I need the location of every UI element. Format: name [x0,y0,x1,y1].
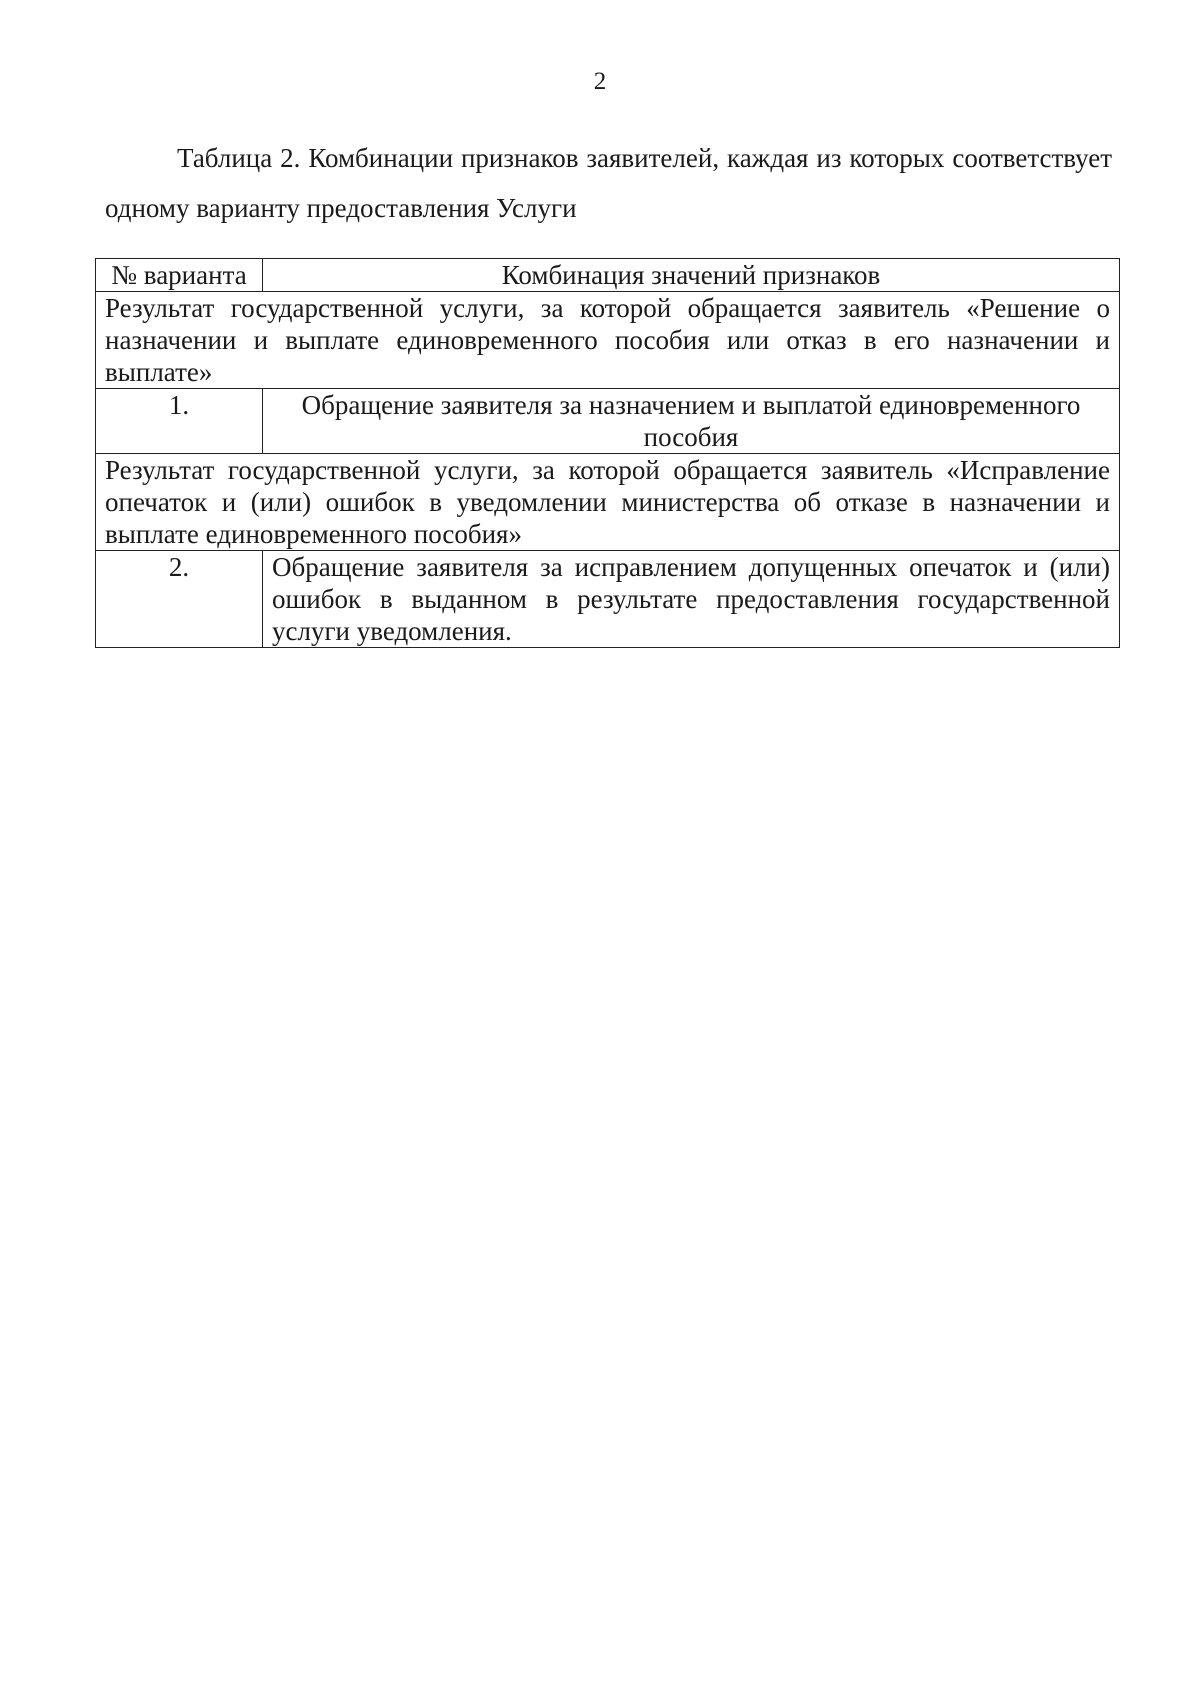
variant-number: 2. [96,551,263,648]
variants-table [95,258,1120,648]
result-description: Результат государственной услуги, за которой обращается заявитель «Решение о назначении и выплате единовременного пособия или отказ в его назначении и выплате» [96,292,1120,389]
variant-number: 1. [96,389,263,454]
table-header-row [96,259,1120,292]
page-number: 2 [593,68,607,95]
table-row [96,551,1120,648]
combination-text: Обращение заявителя за исправлением допущенных опечаток и (или) ошибок в выданном в результате предоставления государственной услуги уведомления. [263,551,1120,648]
result-row [96,454,1120,551]
result-row [96,292,1120,389]
table-row [96,389,1120,454]
result-description: Результат государственной услуги, за которой обращается заявитель «Исправление опечаток и (или) ошибок в уведомлении министерства об отказе в назначении и выплате единовременного пособия» [96,454,1120,551]
header-combination: Комбинация значений признаков [263,259,1120,292]
combination-text: Обращение заявителя за назначением и выплатой единовременного пособия [263,389,1120,454]
header-variant-number: № варианта [96,259,263,292]
table-caption: Таблица 2. Комбинации признаков заявителей, каждая из которых соответствует одному варианту предоставления Услуги [105,143,1112,223]
